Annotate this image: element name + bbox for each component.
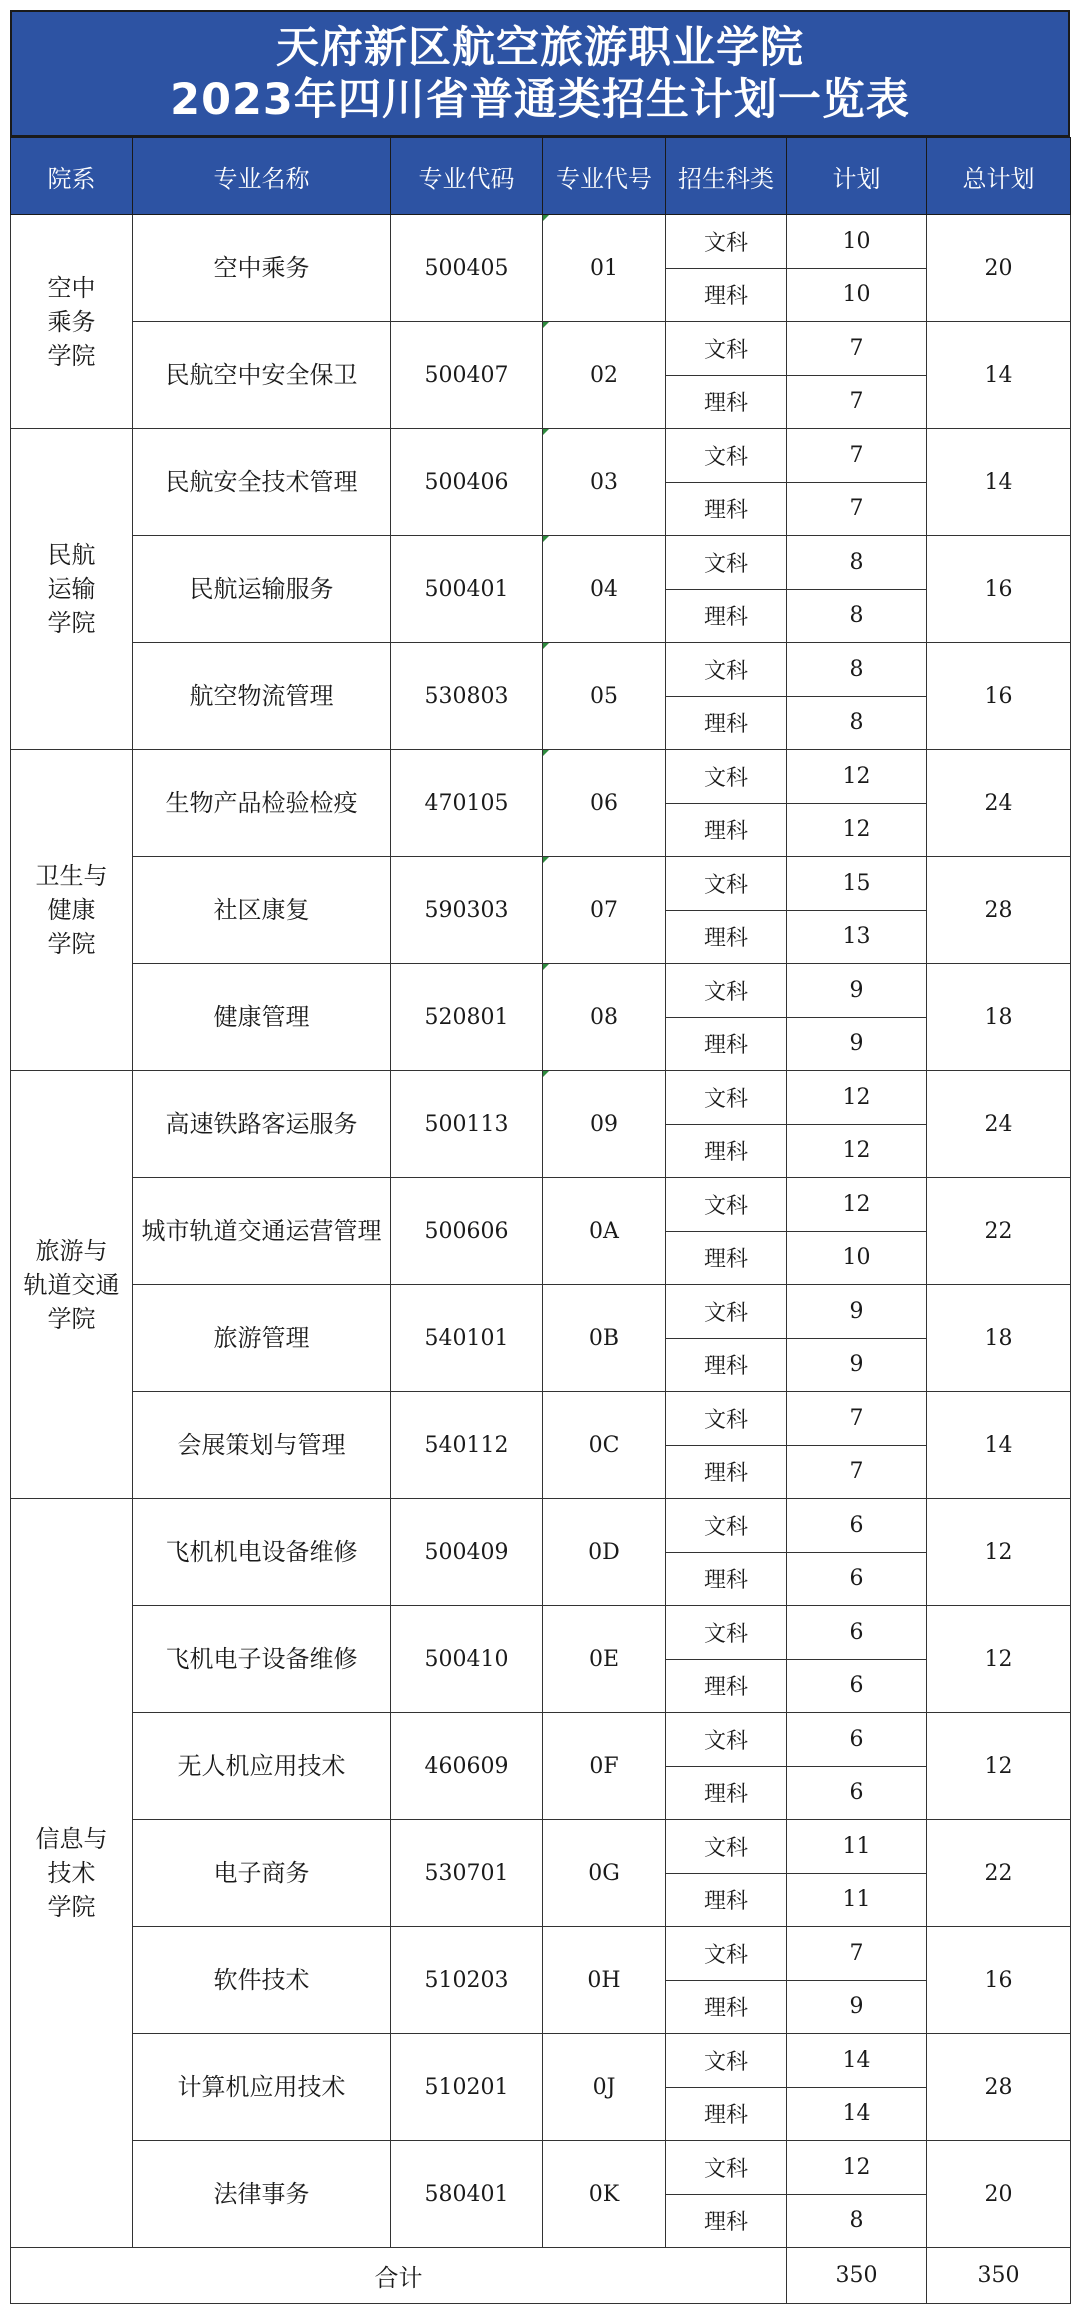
subject-kind-cell: 理科 xyxy=(666,1445,787,1499)
subject-kind-cell: 文科 xyxy=(666,643,787,697)
major-id-text: 0H xyxy=(587,1967,621,1993)
major-id-cell xyxy=(543,1713,666,1820)
subject-kind-cell: 文科 xyxy=(666,1392,787,1446)
table-row xyxy=(11,1606,1071,1660)
major-name-cell: 健康管理 xyxy=(133,964,391,1071)
plan-cell: 9 xyxy=(787,1285,927,1339)
plan-cell: 11 xyxy=(787,1820,927,1874)
major-code-cell: 530803 xyxy=(391,643,543,750)
plan-cell: 8 xyxy=(787,696,927,750)
total-plan-cell: 12 xyxy=(927,1499,1071,1606)
major-name-cell: 城市轨道交通运营管理 xyxy=(133,1178,391,1285)
subject-kind-cell: 理科 xyxy=(666,803,787,857)
subject-kind-cell: 文科 xyxy=(666,1499,787,1553)
major-id-text: 0K xyxy=(588,2181,620,2207)
plan-cell: 6 xyxy=(787,1606,927,1660)
header-total-plan: 总计划 xyxy=(927,138,1071,215)
subject-kind-cell: 文科 xyxy=(666,322,787,376)
major-id-cell xyxy=(543,322,666,429)
major-code-cell: 500406 xyxy=(391,429,543,536)
subject-kind-cell: 文科 xyxy=(666,964,787,1018)
total-plan-cell: 18 xyxy=(927,1285,1071,1392)
table-row xyxy=(11,1713,1071,1767)
plan-cell: 15 xyxy=(787,857,927,911)
major-name-cell: 社区康复 xyxy=(133,857,391,964)
major-code-cell: 500410 xyxy=(391,1606,543,1713)
subject-kind-cell: 理科 xyxy=(666,268,787,322)
major-id-text: 0J xyxy=(592,2074,616,2100)
table-row xyxy=(11,1927,1071,1981)
major-id-cell xyxy=(543,1927,666,2034)
major-id-cell xyxy=(543,1820,666,1927)
major-id-cell xyxy=(543,643,666,750)
subject-kind-cell: 文科 xyxy=(666,536,787,590)
department-cell: 空中 乘务 学院 xyxy=(11,215,133,429)
cell-corner-mark-icon xyxy=(543,322,549,328)
total-plan-cell: 12 xyxy=(927,1713,1071,1820)
plan-cell: 7 xyxy=(787,375,927,429)
table-row xyxy=(11,1820,1071,1874)
major-name-cell: 会展策划与管理 xyxy=(133,1392,391,1499)
major-id-text: 0G xyxy=(588,1860,620,1886)
major-id-cell xyxy=(543,1178,666,1285)
plan-cell: 12 xyxy=(787,803,927,857)
plan-cell: 6 xyxy=(787,1713,927,1767)
plan-cell: 6 xyxy=(787,1659,927,1713)
header-major-id: 专业代号 xyxy=(543,138,666,215)
plan-cell: 6 xyxy=(787,1499,927,1553)
major-code-cell: 510203 xyxy=(391,1927,543,2034)
major-name-cell: 高速铁路客运服务 xyxy=(133,1071,391,1178)
cell-corner-mark-icon xyxy=(543,429,549,435)
major-id-cell xyxy=(543,2034,666,2141)
total-plan-cell: 28 xyxy=(927,857,1071,964)
header-dept: 院系 xyxy=(11,138,133,215)
total-plan-cell: 20 xyxy=(927,2141,1071,2248)
table-row xyxy=(11,322,1071,376)
plan-cell: 7 xyxy=(787,1927,927,1981)
plan-cell: 7 xyxy=(787,322,927,376)
subject-kind-cell: 理科 xyxy=(666,910,787,964)
plan-cell: 12 xyxy=(787,1124,927,1178)
plan-cell: 8 xyxy=(787,536,927,590)
subject-kind-cell: 文科 xyxy=(666,1071,787,1125)
subject-kind-cell: 理科 xyxy=(666,1766,787,1820)
plan-cell: 7 xyxy=(787,1445,927,1499)
major-id-cell xyxy=(543,215,666,322)
major-name-cell: 软件技术 xyxy=(133,1927,391,2034)
major-id-text: 0A xyxy=(589,1218,619,1244)
department-cell: 民航 运输 学院 xyxy=(11,429,133,750)
subject-kind-cell: 文科 xyxy=(666,1285,787,1339)
total-sum: 350 xyxy=(927,2248,1071,2304)
major-code-cell: 460609 xyxy=(391,1713,543,1820)
enrollment-table xyxy=(10,137,1071,2304)
plan-cell: 8 xyxy=(787,589,927,643)
total-plan-cell: 22 xyxy=(927,1820,1071,1927)
major-code-cell: 500407 xyxy=(391,322,543,429)
plan-cell: 6 xyxy=(787,1766,927,1820)
cell-corner-mark-icon xyxy=(543,536,549,542)
major-id-cell xyxy=(543,857,666,964)
subject-kind-cell: 理科 xyxy=(666,1552,787,1606)
major-code-cell: 520801 xyxy=(391,964,543,1071)
total-plan-cell: 24 xyxy=(927,1071,1071,1178)
subject-kind-cell: 文科 xyxy=(666,1713,787,1767)
plan-cell: 10 xyxy=(787,268,927,322)
table-row xyxy=(11,1285,1071,1339)
subject-kind-cell: 文科 xyxy=(666,1927,787,1981)
subject-kind-cell: 理科 xyxy=(666,1017,787,1071)
plan-cell: 12 xyxy=(787,1178,927,1232)
table-row xyxy=(11,964,1071,1018)
table-body xyxy=(11,215,1071,2248)
major-id-text: 01 xyxy=(590,255,618,281)
major-id-cell xyxy=(543,429,666,536)
subject-kind-cell: 理科 xyxy=(666,1980,787,2034)
plan-sum: 350 xyxy=(787,2248,927,2304)
subject-kind-cell: 理科 xyxy=(666,2194,787,2248)
subject-kind-cell: 文科 xyxy=(666,1178,787,1232)
subject-kind-cell: 文科 xyxy=(666,215,787,269)
subject-kind-cell: 文科 xyxy=(666,750,787,804)
major-name-cell: 飞机机电设备维修 xyxy=(133,1499,391,1606)
total-plan-cell: 28 xyxy=(927,2034,1071,2141)
table-row xyxy=(11,2034,1071,2088)
major-id-text: 06 xyxy=(590,790,618,816)
total-plan-cell: 16 xyxy=(927,536,1071,643)
subject-kind-cell: 理科 xyxy=(666,1338,787,1392)
subject-kind-cell: 理科 xyxy=(666,1231,787,1285)
total-plan-cell: 18 xyxy=(927,964,1071,1071)
plan-cell: 9 xyxy=(787,1017,927,1071)
cell-corner-mark-icon xyxy=(543,215,549,221)
major-code-cell: 590303 xyxy=(391,857,543,964)
subject-kind-cell: 理科 xyxy=(666,2087,787,2141)
subject-kind-cell: 文科 xyxy=(666,2141,787,2195)
major-name-cell: 无人机应用技术 xyxy=(133,1713,391,1820)
total-plan-cell: 16 xyxy=(927,643,1071,750)
title-line-2: 2023年四川省普通类招生计划一览表 xyxy=(170,74,910,125)
subject-kind-cell: 文科 xyxy=(666,857,787,911)
table-row xyxy=(11,1392,1071,1446)
major-id-cell xyxy=(543,1392,666,1499)
total-plan-cell: 14 xyxy=(927,429,1071,536)
plan-cell: 7 xyxy=(787,429,927,483)
plan-cell: 14 xyxy=(787,2034,927,2088)
major-id-cell xyxy=(543,1071,666,1178)
plan-cell: 9 xyxy=(787,1980,927,2034)
major-id-text: 03 xyxy=(590,469,618,495)
major-id-cell xyxy=(543,750,666,857)
major-id-cell xyxy=(543,964,666,1071)
total-plan-cell: 14 xyxy=(927,322,1071,429)
subject-kind-cell: 理科 xyxy=(666,375,787,429)
total-plan-cell: 14 xyxy=(927,1392,1071,1499)
subject-kind-cell: 理科 xyxy=(666,589,787,643)
major-id-text: 09 xyxy=(590,1111,618,1137)
cell-corner-mark-icon xyxy=(543,964,549,970)
subject-kind-cell: 理科 xyxy=(666,1873,787,1927)
major-name-cell: 民航运输服务 xyxy=(133,536,391,643)
plan-cell: 6 xyxy=(787,1552,927,1606)
table-row xyxy=(11,750,1071,804)
major-name-cell: 计算机应用技术 xyxy=(133,2034,391,2141)
major-code-cell: 510201 xyxy=(391,2034,543,2141)
plan-cell: 9 xyxy=(787,1338,927,1392)
major-id-text: 04 xyxy=(590,576,618,602)
total-plan-cell: 16 xyxy=(927,1927,1071,2034)
major-code-cell: 540101 xyxy=(391,1285,543,1392)
total-plan-cell: 12 xyxy=(927,1606,1071,1713)
major-id-cell xyxy=(543,2141,666,2248)
table-row xyxy=(11,215,1071,269)
major-code-cell: 530701 xyxy=(391,1820,543,1927)
department-cell: 信息与 技术 学院 xyxy=(11,1499,133,2248)
major-code-cell: 500113 xyxy=(391,1071,543,1178)
major-id-cell xyxy=(543,1606,666,1713)
plan-cell: 12 xyxy=(787,1071,927,1125)
subject-kind-cell: 理科 xyxy=(666,482,787,536)
subject-kind-cell: 理科 xyxy=(666,1659,787,1713)
plan-cell: 7 xyxy=(787,1392,927,1446)
major-name-cell: 民航安全技术管理 xyxy=(133,429,391,536)
major-id-text: 08 xyxy=(590,1004,618,1030)
plan-cell: 12 xyxy=(787,2141,927,2195)
table-row xyxy=(11,536,1071,590)
total-plan-cell: 24 xyxy=(927,750,1071,857)
table-row xyxy=(11,857,1071,911)
major-name-cell: 民航空中安全保卫 xyxy=(133,322,391,429)
department-cell: 卫生与 健康 学院 xyxy=(11,750,133,1071)
cell-corner-mark-icon xyxy=(543,1071,549,1077)
major-name-cell: 飞机电子设备维修 xyxy=(133,1606,391,1713)
plan-cell: 13 xyxy=(787,910,927,964)
header-major-code: 专业代码 xyxy=(391,138,543,215)
plan-cell: 8 xyxy=(787,2194,927,2248)
total-plan-cell: 22 xyxy=(927,1178,1071,1285)
plan-cell: 9 xyxy=(787,964,927,1018)
header-plan: 计划 xyxy=(787,138,927,215)
table-row xyxy=(11,2141,1071,2195)
plan-cell: 11 xyxy=(787,1873,927,1927)
major-code-cell: 470105 xyxy=(391,750,543,857)
header-major-name: 专业名称 xyxy=(133,138,391,215)
table-row xyxy=(11,1499,1071,1553)
major-code-cell: 500405 xyxy=(391,215,543,322)
subject-kind-cell: 理科 xyxy=(666,696,787,750)
table-row xyxy=(11,429,1071,483)
title-line-1: 天府新区航空旅游职业学院 xyxy=(276,22,804,73)
major-code-cell: 580401 xyxy=(391,2141,543,2248)
major-id-cell xyxy=(543,1285,666,1392)
major-id-text: 0B xyxy=(588,1325,620,1351)
major-name-cell: 航空物流管理 xyxy=(133,643,391,750)
major-id-text: 0D xyxy=(588,1539,620,1565)
subject-kind-cell: 文科 xyxy=(666,429,787,483)
plan-cell: 12 xyxy=(787,750,927,804)
table-row xyxy=(11,1178,1071,1232)
major-name-cell: 电子商务 xyxy=(133,1820,391,1927)
subject-kind-cell: 文科 xyxy=(666,1606,787,1660)
total-plan-cell: 20 xyxy=(927,215,1071,322)
plan-cell: 7 xyxy=(787,482,927,536)
table-row xyxy=(11,1071,1071,1125)
plan-cell: 8 xyxy=(787,643,927,697)
subject-kind-cell: 理科 xyxy=(666,1124,787,1178)
subject-kind-cell: 文科 xyxy=(666,2034,787,2088)
major-name-cell: 空中乘务 xyxy=(133,215,391,322)
table-header xyxy=(11,138,1071,215)
major-code-cell: 540112 xyxy=(391,1392,543,1499)
major-code-cell: 500409 xyxy=(391,1499,543,1606)
plan-cell: 10 xyxy=(787,215,927,269)
major-id-text: 02 xyxy=(590,362,618,388)
header-subject-kind: 招生科类 xyxy=(666,138,787,215)
total-label: 合计 xyxy=(11,2248,787,2304)
subject-kind-cell: 文科 xyxy=(666,1820,787,1874)
cell-corner-mark-icon xyxy=(543,857,549,863)
major-code-cell: 500401 xyxy=(391,536,543,643)
major-id-text: 07 xyxy=(590,897,618,923)
plan-cell: 14 xyxy=(787,2087,927,2141)
major-name-cell: 法律事务 xyxy=(133,2141,391,2248)
major-id-text: 0E xyxy=(588,1646,620,1672)
table-row xyxy=(11,643,1071,697)
department-cell: 旅游与 轨道交通 学院 xyxy=(11,1071,133,1499)
table-footer xyxy=(11,2248,1071,2304)
plan-cell: 10 xyxy=(787,1231,927,1285)
cell-corner-mark-icon xyxy=(543,750,549,756)
major-id-text: 05 xyxy=(590,683,618,709)
major-code-cell: 500606 xyxy=(391,1178,543,1285)
major-name-cell: 旅游管理 xyxy=(133,1285,391,1392)
major-id-cell xyxy=(543,536,666,643)
enrollment-plan-sheet xyxy=(10,10,1070,2304)
title-banner xyxy=(10,10,1070,137)
major-id-text: 0F xyxy=(589,1753,619,1779)
major-name-cell: 生物产品检验检疫 xyxy=(133,750,391,857)
major-id-text: 0C xyxy=(588,1432,620,1458)
cell-corner-mark-icon xyxy=(543,643,549,649)
major-id-cell xyxy=(543,1499,666,1606)
